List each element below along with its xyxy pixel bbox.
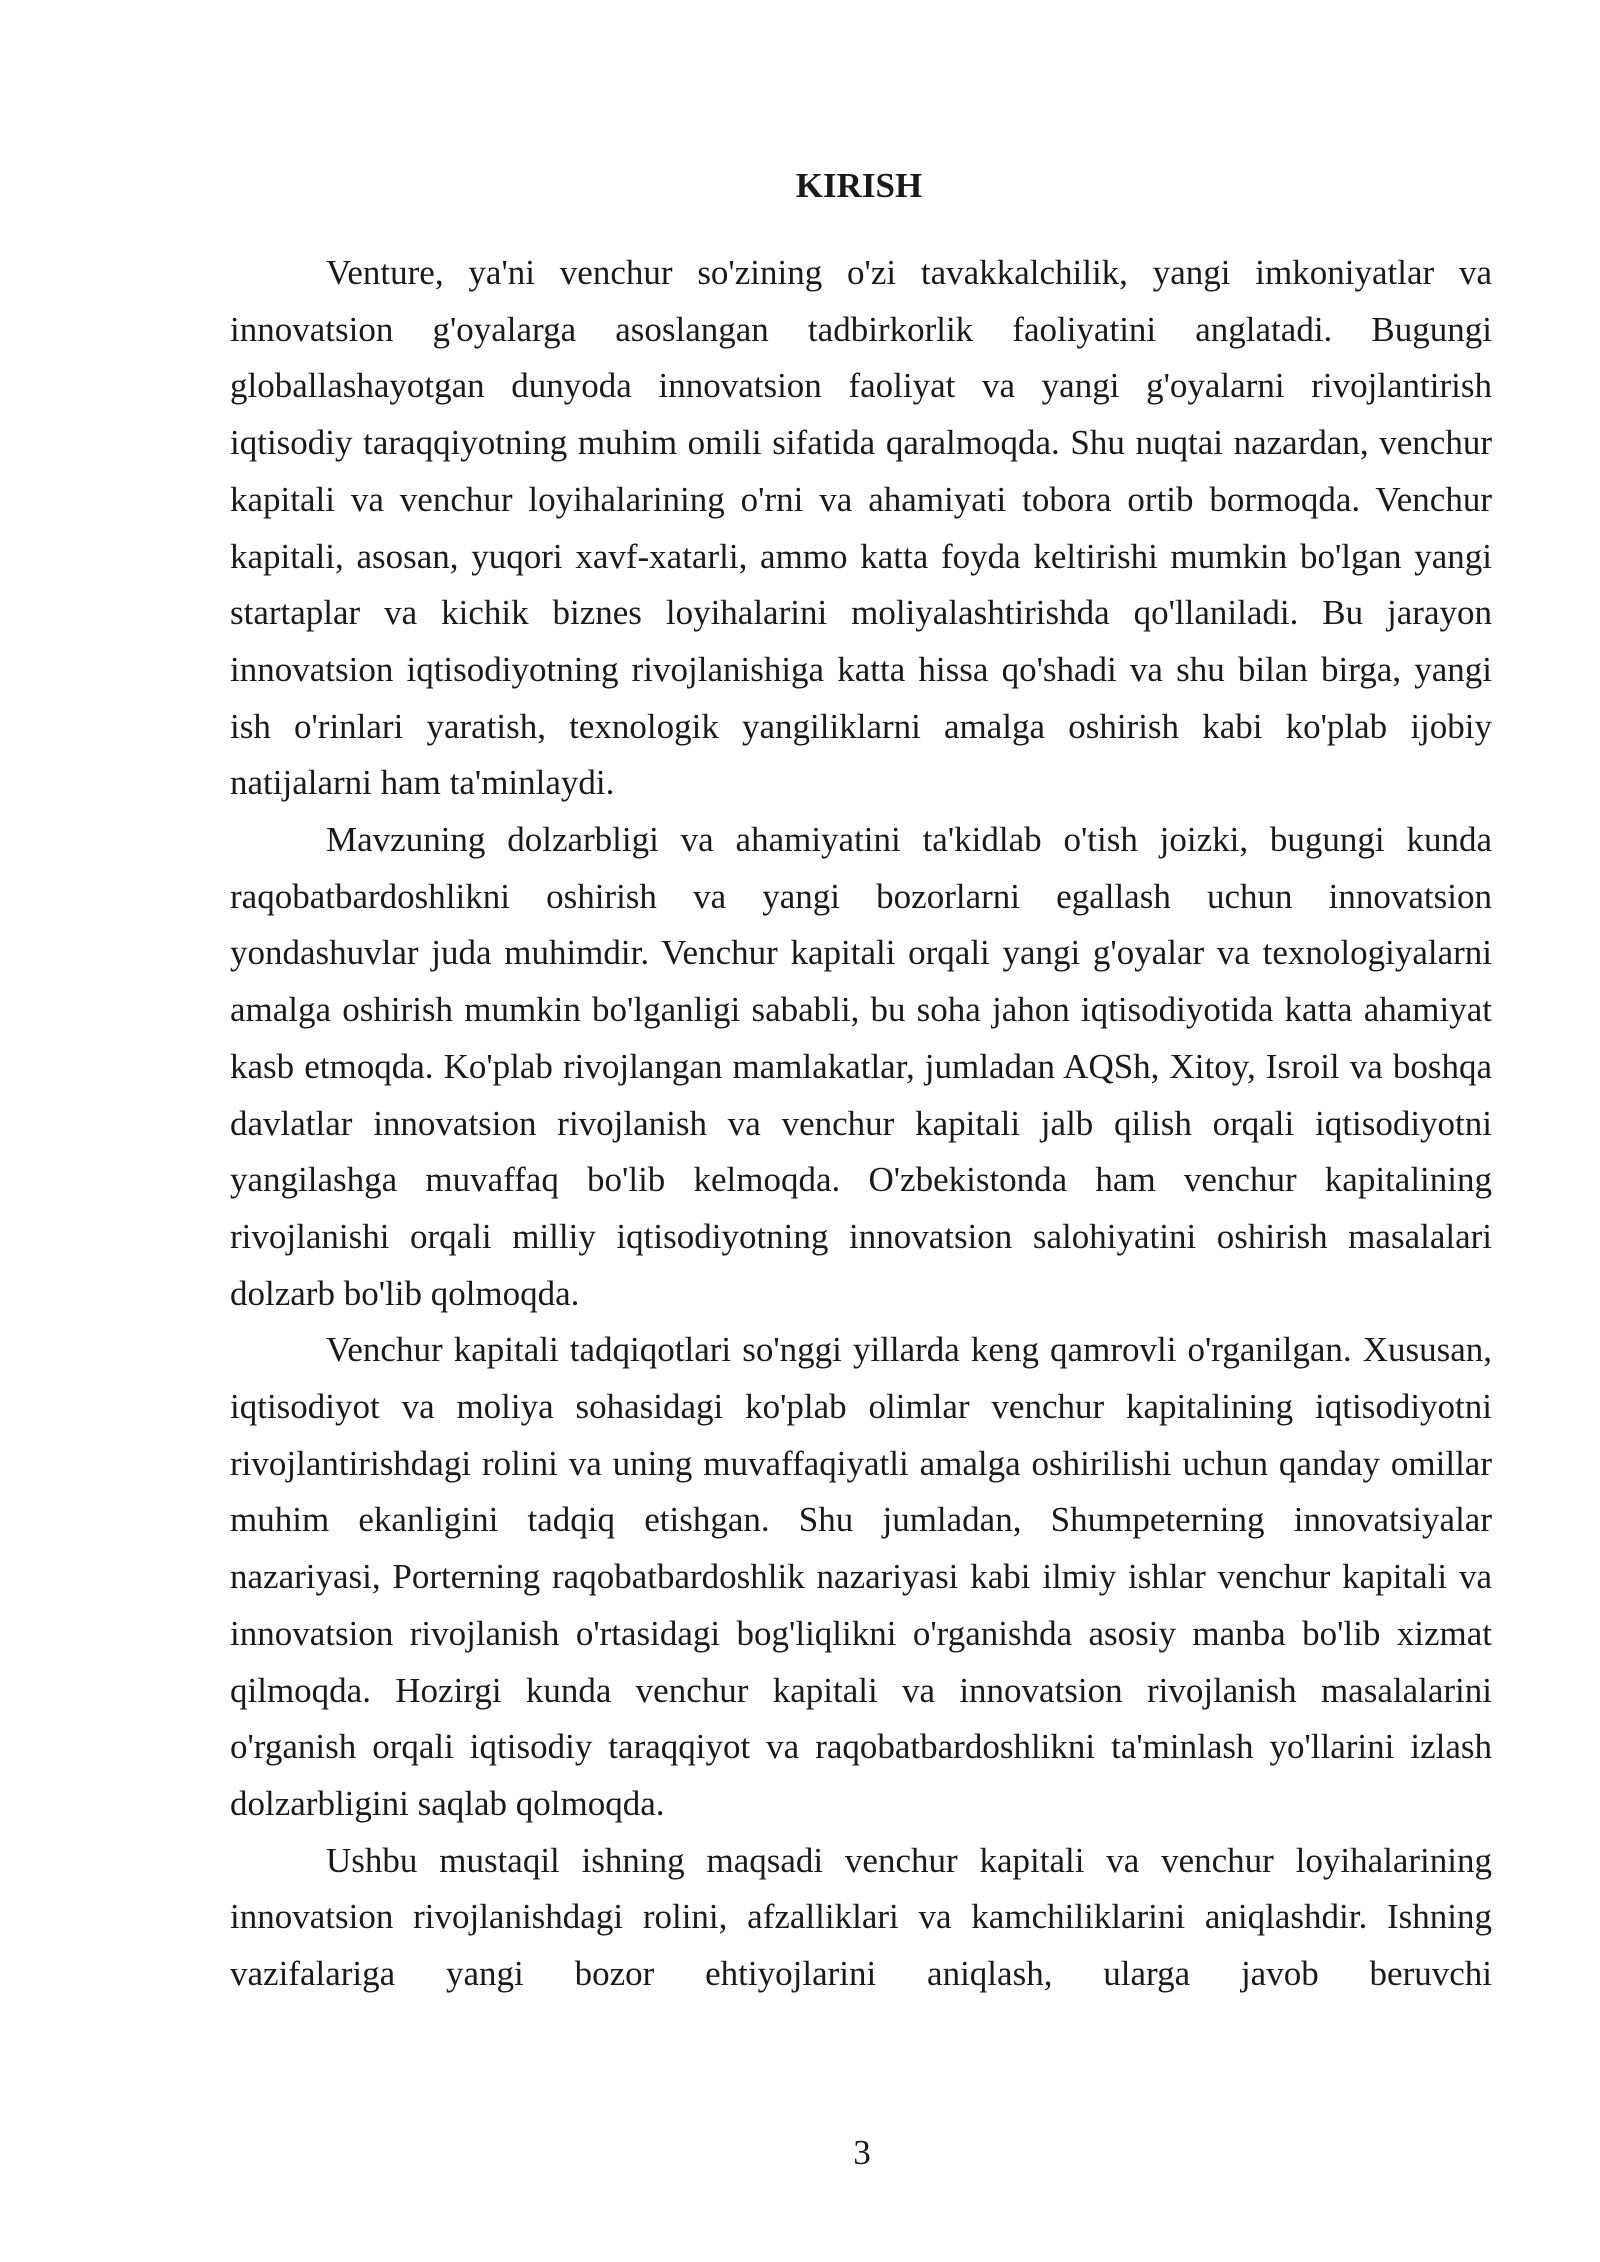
body-text: [230, 245, 1492, 2003]
paragraph-2: Mavzuning dolzarbligi va ahamiyatini ta'kidlab o'tish joizki, bugungi kunda raqobatbardoshlikni oshirish va yangi bozorlarni egallash uchun innovatsion yondashuvlar juda muhimdir. Venchur kapitali orqali yangi g'oyalar va texnologiyalarni amalga oshirish mumkin bo'lganligi sababli, bu soha jahon iqtisodiyotida katta ahamiyat kasb etmoqda. Ko'plab rivojlangan mamlakatlar, jumladan AQSh, Xitoy, Isroil va boshqa davlatlar innovatsion rivojlanish va venchur kapitali jalb qilish orqali iqtisodiyotni yangilashga muvaffaq bo'lib kelmoqda. O'zbekistonda ham venchur kapitalining rivojlanishi orqali milliy iqtisodiyotning innovatsion salohiyatini oshirish masalalari dolzarb bo'lib qolmoqda.: [230, 820, 1492, 1313]
page-number: 3: [853, 2133, 871, 2172]
page-title: KIRISH: [795, 166, 923, 205]
paragraph-4: Ushbu mustaqil ishning maqsadi venchur kapitali va venchur loyihalarining innovatsion rivojlanishdagi rolini, afzalliklari va kamchiliklarini aniqlashdir. Ishning vazifalariga yangi bozor ehtiyojlarini aniqlash, ularga javob beruvchi: [230, 1840, 1492, 1994]
paragraph-1: Venture, ya'ni venchur so'zining o'zi tavakkalchilik, yangi imkoniyatlar va innovatsion g'oyalarga asoslangan tadbirkorlik faoliyatini anglatadi. Bugungi globallashayotgan dunyoda innovatsion faoliyat va yangi g'oyalarni rivojlantirish iqtisodiy taraqqiyotning muhim omili sifatida qaralmoqda. Shu nuqtai nazardan, venchur kapitali va venchur loyihalarining o'rni va ahamiyati tobora ortib bormoqda. Venchur kapitali, asosan, yuqori xavf-xatarli, ammo katta foyda keltirishi mumkin bo'lgan yangi startaplar va kichik biznes loyihalarini moliyalashtirishda qo'llaniladi. Bu jarayon innovatsion iqtisodiyotning rivojlanishiga katta hissa qo'shadi va shu bilan birga, yangi ish o'rinlari yaratish, texnologik yangiliklarni amalga oshirish kabi ko'plab ijobiy natijalarni ham ta'minlaydi.: [230, 253, 1492, 803]
paragraph-3: Venchur kapitali tadqiqotlari so'nggi yillarda keng qamrovli o'rganilgan. Xususan, iqtisodiyot va moliya sohasidagi ko'plab olimlar venchur kapitalining iqtisodiyotni rivojlantirishdagi rolini va uning muvaffaqiyatli amalga oshirilishi uchun qanday omillar muhim ekanligini tadqiq etishgan. Shu jumladan, Shumpeterning innovatsiyalar nazariyasi, Porterning raqobatbardoshlik nazariyasi kabi ilmiy ishlar venchur kapitali va innovatsion rivojlanish o'rtasidagi bog'liqlikni o'rganishda asosiy manba bo'lib xizmat qilmoqda. Hozirgi kunda venchur kapitali va innovatsion rivojlanish masalalarini o'rganish orqali iqtisodiy taraqqiyot va raqobatbardoshlikni ta'minlash yo'llarini izlash dolzarbligini saqlab qolmoqda.: [230, 1330, 1492, 1823]
